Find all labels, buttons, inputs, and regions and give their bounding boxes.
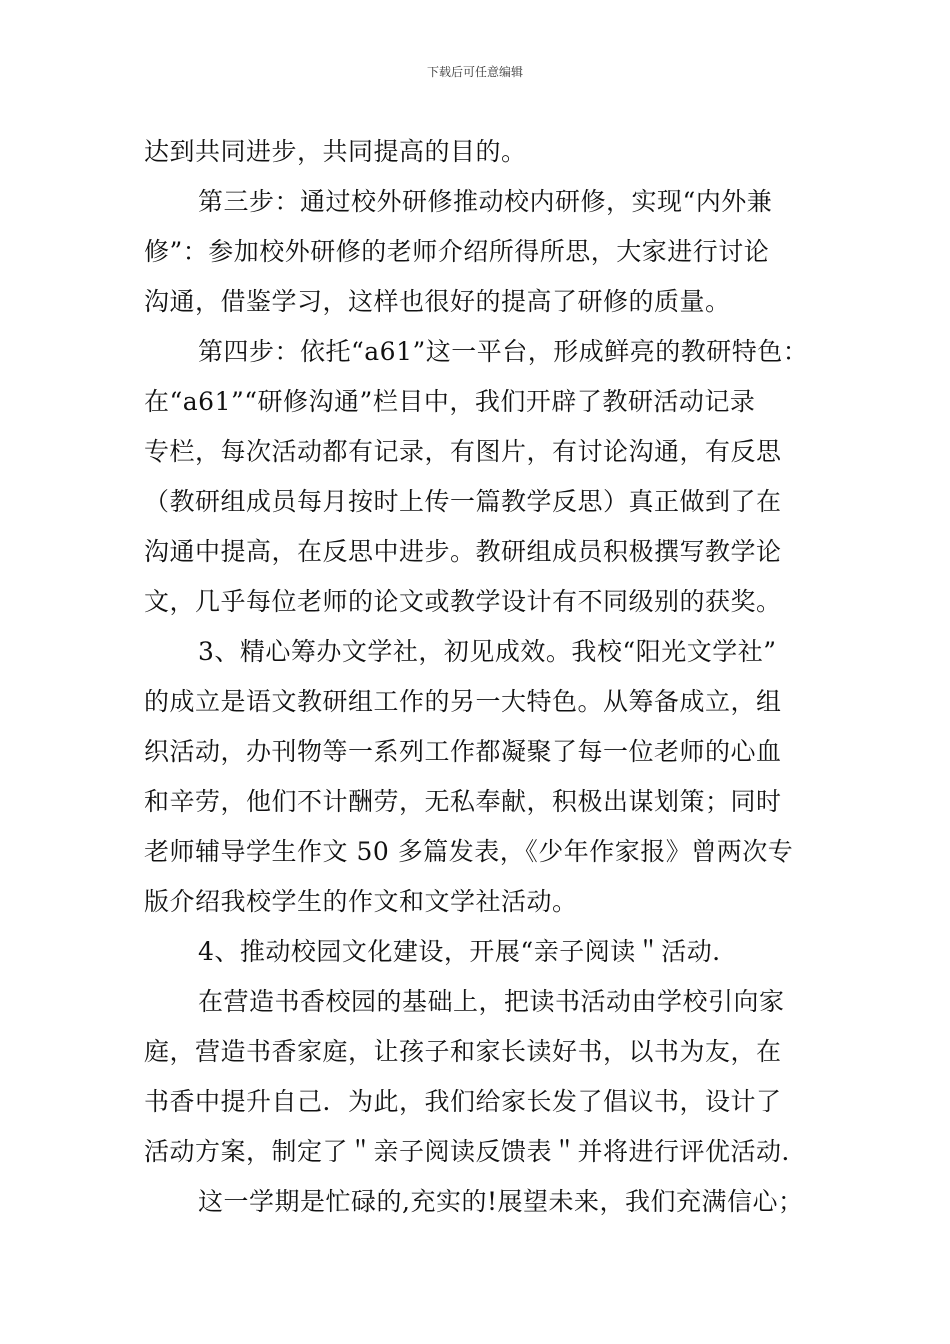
paragraph-line: 庭，营造书香家庭，让孩子和家长读好书，以书为友，在 [144,1037,782,1066]
paragraph-line: 沟通中提高，在反思中进步。教研组成员积极撰写教学论 [144,537,782,566]
paragraph-line: （教研组成员每月按时上传一篇教学反思）真正做到了在 [144,487,782,516]
paragraph-line: 沟通，借鉴学习，这样也很好的提高了研修的质量。 [144,287,731,316]
paragraph-line: 4、推动校园文化建设，开展“亲子阅读＂活动． [198,937,738,966]
body-text [144,127,824,1227]
paragraph-line: 活动方案，制定了＂亲子阅读反馈表＂并将进行评优活动． [144,1137,808,1166]
paragraph-line: 修”：参加校外研修的老师介绍所得所思，大家进行讨论 [144,237,770,266]
paragraph-line: 书香中提升自己．为此，我们给家长发了倡议书，设计了 [144,1087,782,1116]
paragraph-line: 在营造书香校园的基础上，把读书活动由学校引向家 [198,987,785,1016]
paragraph-line: 和辛劳，他们不计酬劳，无私奉献，积极出谋划策；同时 [144,787,782,816]
paragraph-line: 老师辅导学生作文 50 多篇发表，《少年作家报》曾两次专 [144,837,794,866]
paragraph-line: 在“a61”“研修沟通”栏目中，我们开辟了教研活动记录 [144,387,756,416]
paragraph-line: 3、精心筹办文学社，初见成效。我校“阳光文学社” [198,637,777,666]
paragraph-line: 文，几乎每位老师的论文或教学设计有不同级别的获奖。 [144,587,782,616]
paragraph-line: 专栏，每次活动都有记录，有图片，有讨论沟通，有反思 [144,437,782,466]
paragraph-line: 达到共同进步，共同提高的目的。 [144,137,527,166]
paragraph-line: 的成立是语文教研组工作的另一大特色。从筹备成立，组 [144,687,782,716]
paragraph-line: 织活动，办刊物等一系列工作都凝聚了每一位老师的心血 [144,737,782,766]
paragraph-line: 第四步：依托“a61”这一平台，形成鲜亮的教研特色： [198,337,809,366]
paragraph-line: 第三步：通过校外研修推动校内研修，实现“内外兼 [198,187,773,216]
paragraph-line: 这一学期是忙碌的,充实的!展望未来，我们充满信心； [198,1187,804,1216]
paragraph-line: 版介绍我校学生的作文和文学社活动。 [144,887,578,916]
page-header: 下载后可任意编辑 [426,65,523,79]
